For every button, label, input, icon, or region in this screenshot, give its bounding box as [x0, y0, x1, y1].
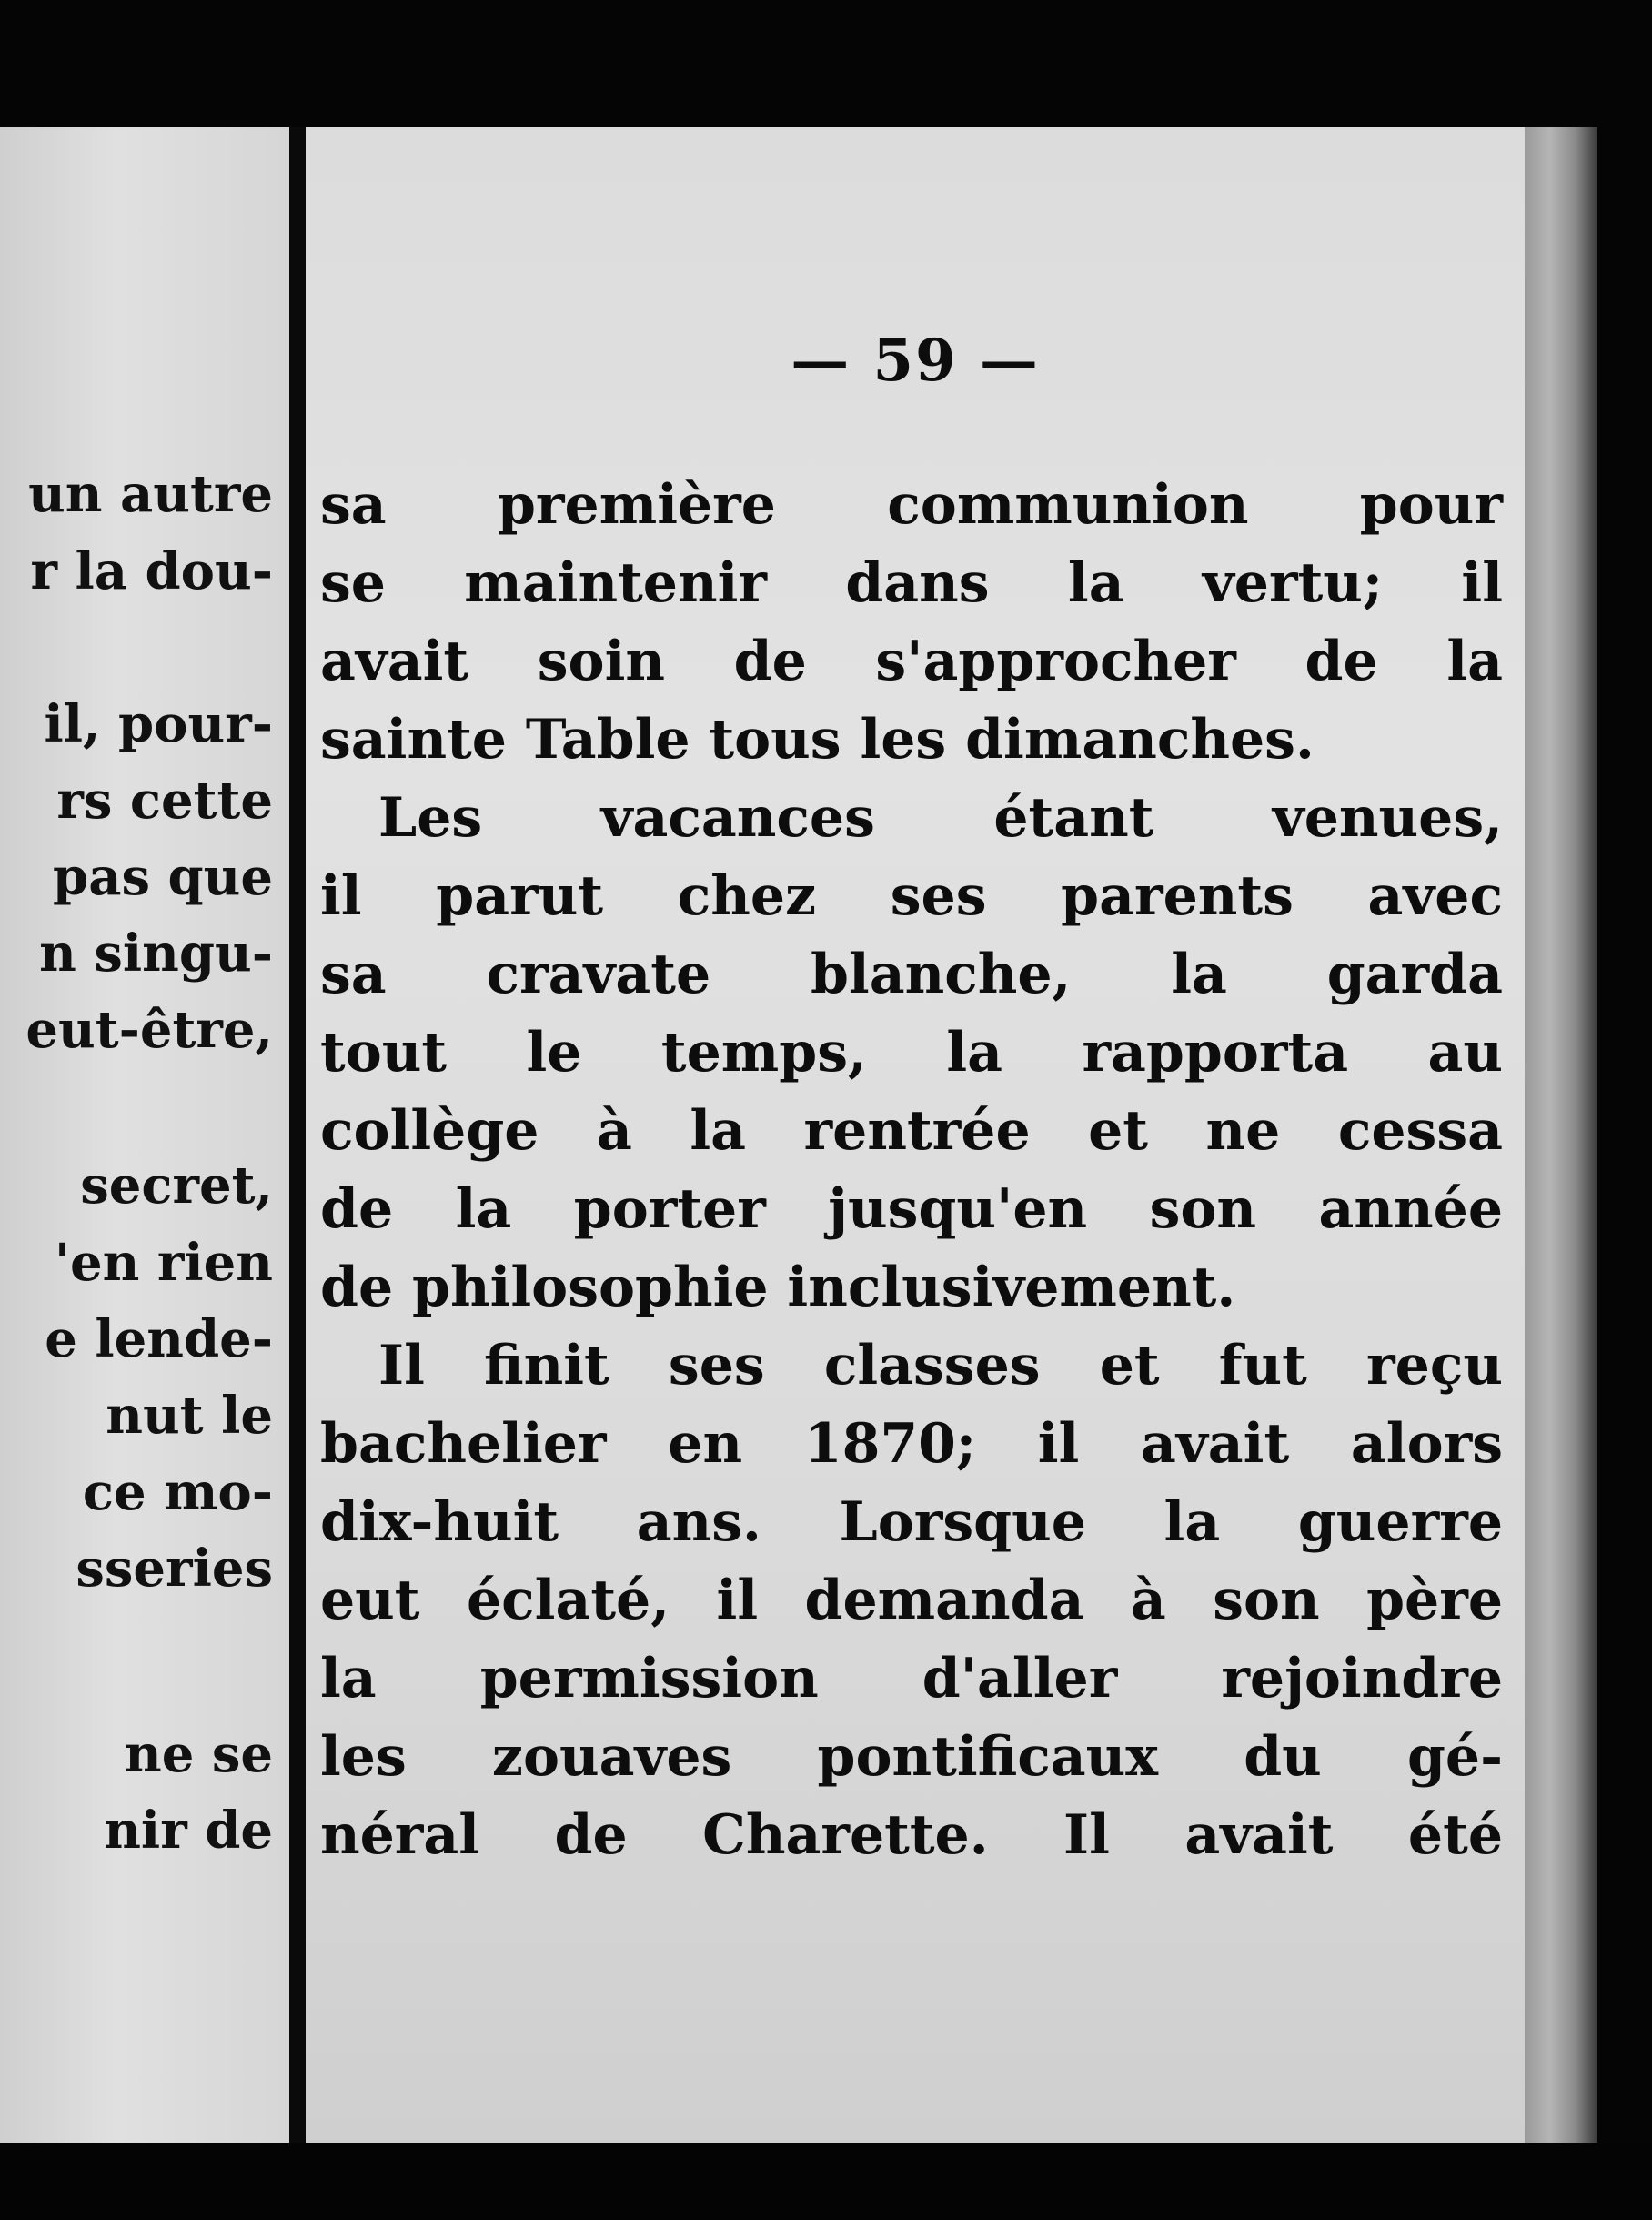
left-page-line: il, pour- [44, 694, 273, 754]
left-page-line: ne se [125, 1724, 273, 1784]
left-page-line: nut le [106, 1386, 273, 1446]
left-page-line: sseries [76, 1539, 273, 1599]
text-line: Les vacances étant venues, [378, 786, 1503, 850]
main-page [306, 127, 1525, 2143]
text-line: sainte Table tous les dimanches. [320, 708, 1315, 772]
text-line: dix-huit ans. Lorsque la guerre [320, 1490, 1503, 1554]
left-page-line: eut-être, [25, 1000, 273, 1060]
text-line: se maintenir dans la vertu; il [320, 551, 1503, 615]
book-gutter [289, 127, 306, 2143]
text-line: de philosophie inclusivement. [320, 1256, 1236, 1319]
left-page-line: r la dou- [30, 541, 273, 601]
text-line: Il finit ses classes et fut reçu [378, 1334, 1503, 1398]
left-page-line: rs cette [56, 771, 273, 831]
left-page-line: 'en rien [54, 1233, 273, 1293]
left-page-line: e lende- [45, 1309, 273, 1369]
text-line: bachelier en 1870; il avait alors [320, 1412, 1503, 1476]
text-line: il parut chez ses parents avec [320, 864, 1503, 928]
page-number: — 59 — [791, 327, 1040, 395]
text-line: eut éclaté, il demanda à son père [320, 1569, 1503, 1632]
text-line: avait soin de s'approcher de la [320, 630, 1503, 693]
left-page-line: secret, [80, 1155, 273, 1216]
text-line: la permission d'aller rejoindre [320, 1647, 1503, 1710]
left-page-line: ce mo- [82, 1462, 273, 1522]
left-page-line: nir de [104, 1801, 273, 1861]
scan-bottom-border [0, 2143, 1652, 2220]
text-line: collège à la rentrée et ne cessa [320, 1099, 1503, 1163]
left-page-line: un autre [28, 464, 273, 524]
text-line: tout le temps, la rapporta au [320, 1021, 1503, 1085]
text-line: sa première communion pour [320, 473, 1503, 537]
page-stack-edge [1525, 127, 1597, 2143]
left-page-line: n singu- [39, 923, 273, 984]
text-line: néral de Charette. Il avait été [320, 1803, 1503, 1867]
left-page-fragment [0, 127, 289, 2143]
text-line: sa cravate blanche, la garda [320, 943, 1503, 1006]
text-line: de la porter jusqu'en son année [320, 1177, 1503, 1241]
left-page-line: pas que [53, 847, 273, 907]
text-line: les zouaves pontificaux du gé- [320, 1725, 1503, 1789]
